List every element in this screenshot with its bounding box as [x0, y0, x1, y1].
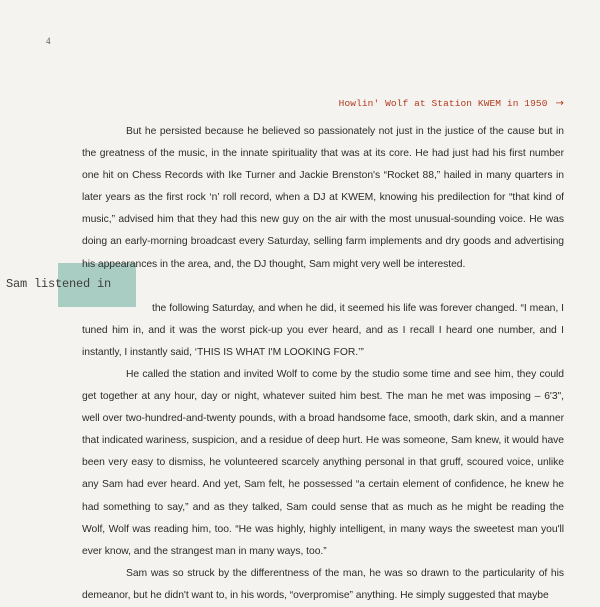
paragraph-3: He called the station and invited Wolf to come by the studio some time and see him, they could get together at any hour, day or night, whatever suited him best. The man he met was imposing – 6'3", well over two-hundred-and-twenty pounds, with a broad handsome face, smooth, dark skin, and a manner that indicated wariness, suspicion, and a residue of deep hurt. He was someone, Sam knew, it would have been very easy to dismiss, he volunteered scarcely anything personal in that gruff, scoured voice, unlike any Sam had ever heard. And yet, Sam felt, he possessed “a certain element of confidence, he knew he had something to say,” and as they talked, Sam could sense that as much as he might be reading the Wolf, Wolf was reading him, too. “He was highly, highly intelligent, in many ways the sweetest man you'll ever know, and the strangest man in many ways, too.” — [82, 368, 564, 557]
run-in-heading: Sam listened in — [6, 277, 112, 291]
paragraph-2-text: the following Saturday, and when he did, it seemed his life was forever changed. “I mean, I tuned him in, and it was the worst pick-up you ever heard, and as I recall I heard one number, and I instantly, I instantly said, ‘THIS IS WHAT I'M LOOKING FOR.’” — [82, 302, 564, 358]
article-body — [82, 121, 564, 607]
right-arrow-icon: → — [555, 98, 564, 109]
caption-text: Howlin' Wolf at Station KWEM in 1950 — [338, 98, 548, 109]
page-number: 4 — [46, 36, 51, 46]
photo-caption — [339, 98, 564, 109]
paragraph-4: Sam was so struck by the differentness of the man, he was so drawn to the particularity of his demeanor, but he didn't want to, in his words, “overpromise” anything. He simply suggested that maybe — [82, 567, 564, 601]
paragraph-1: But he persisted because he believed so passionately not just in the justice of the cause but in the greatness of the music, in the innate spirituality that was at its core. He had just had his first number one hit on Chess Records with Ike Turner and Jackie Brenston's “Rocket 88,” hailed in many quarters in later years as the first rock ‘n’ roll record, when a DJ at KWEM, knowing his predilection for “that kind of music,” advised him that they had this new guy on the air with the most unusual-sounding voice. He was doing an early-morning broadcast every Saturday, selling farm implements and dry goods and advertising his appearances in the area, and, the DJ thought, Sam might very well be interested. — [82, 126, 564, 270]
paragraph-2 — [82, 298, 564, 364]
